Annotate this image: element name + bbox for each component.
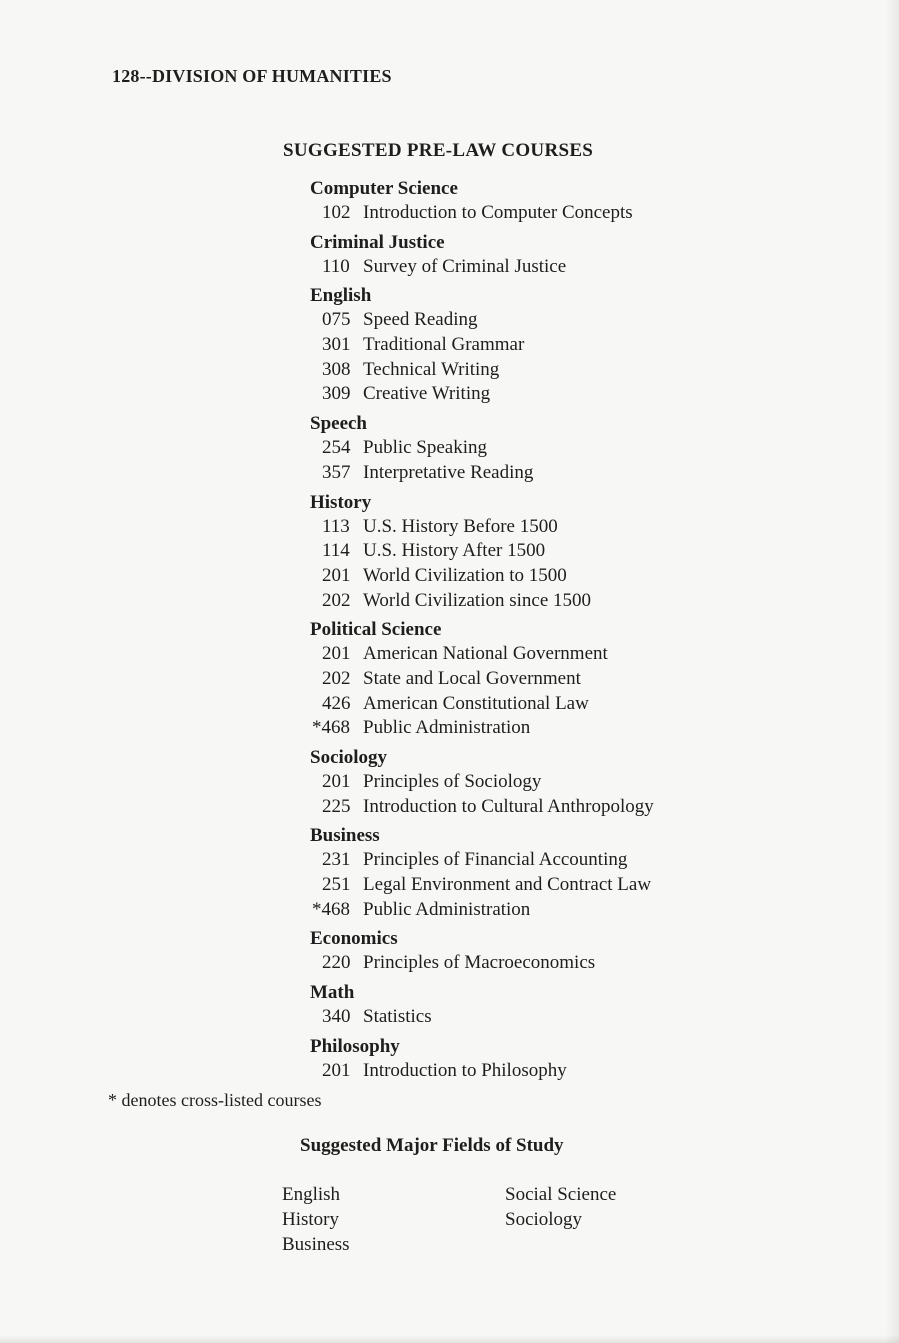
course-title: State and Local Government: [363, 667, 581, 689]
course-row: [310, 255, 654, 280]
course-number: 426: [322, 692, 351, 714]
course-title: Statistics: [363, 1006, 432, 1028]
course-number: 102: [322, 202, 351, 223]
major-field: Sociology: [505, 1209, 583, 1230]
fields-column-left: [282, 1182, 350, 1257]
course-row: [310, 564, 654, 589]
course-title: Public Administration: [363, 717, 531, 739]
major-field: English: [282, 1184, 341, 1205]
subject-heading: Math: [310, 982, 355, 1004]
course-row: [310, 589, 654, 614]
course-row: [310, 873, 654, 898]
course-row: [310, 1005, 654, 1030]
subject-heading: Criminal Justice: [310, 231, 445, 253]
page-edge-shadow: [885, 0, 899, 1343]
subject-heading: Political Science: [310, 619, 442, 641]
course-title: Traditional Grammar: [363, 334, 525, 356]
subject-heading: Business: [310, 825, 380, 847]
course-number: 225: [322, 795, 351, 817]
course-number: 254: [322, 437, 351, 459]
course-number: 201: [322, 771, 351, 792]
course-row: [310, 642, 654, 667]
course-title: Public Speaking: [363, 437, 488, 459]
course-row: [310, 461, 654, 486]
subject-heading: English: [310, 285, 372, 307]
running-head: 128--DIVISION OF HUMANITIES: [112, 66, 392, 86]
course-row: [310, 1059, 654, 1084]
subject-heading: Sociology: [310, 747, 388, 768]
course-number: 202: [322, 589, 351, 611]
course-title: Technical Writing: [363, 358, 500, 380]
course-row: [310, 358, 654, 383]
course-number: 114: [322, 540, 350, 562]
course-title: U.S. History Before 1500: [363, 515, 558, 537]
major-field: Social Science: [505, 1184, 617, 1205]
course-row: [310, 333, 654, 358]
course-row: [310, 848, 654, 873]
course-title: Principles of Financial Accounting: [363, 849, 628, 871]
course-row: [310, 795, 654, 820]
course-number: 340: [322, 1006, 351, 1028]
course-row: [310, 692, 654, 717]
course-title: U.S. History After 1500: [363, 540, 546, 562]
course-title: World Civilization to 1500: [363, 564, 567, 586]
course-row: [310, 515, 654, 540]
subject-heading: Computer Science: [310, 178, 458, 199]
course-number: 202: [322, 667, 351, 689]
course-number: *468: [312, 898, 350, 920]
course-number: 231: [322, 849, 351, 871]
course-row: [310, 308, 654, 333]
page-bottom-shadow: [0, 1335, 899, 1343]
course-row: [310, 201, 654, 226]
course-row: [310, 436, 654, 461]
course-number: 309: [322, 383, 351, 405]
course-row: [310, 539, 654, 564]
course-number: 113: [322, 515, 350, 537]
course-title: Survey of Criminal Justice: [363, 255, 567, 277]
course-title: American Constitutional Law: [363, 692, 589, 714]
course-row: [310, 716, 654, 741]
course-number: 251: [322, 874, 351, 896]
course-number: 075: [322, 309, 351, 331]
subject-heading: Economics: [310, 928, 398, 950]
course-list: [310, 176, 654, 1084]
subject-heading: History: [310, 491, 372, 513]
course-title: Interpretative Reading: [363, 461, 534, 483]
course-title: Legal Environment and Contract Law: [363, 874, 652, 896]
course-title: Introduction to Cultural Anthropology: [363, 795, 654, 817]
course-title: Principles of Macroeconomics: [363, 952, 596, 974]
page-title: SUGGESTED PRE-LAW COURSES: [283, 140, 594, 161]
course-row: [310, 770, 654, 795]
course-number: 220: [322, 952, 351, 974]
course-number: 201: [322, 1059, 351, 1081]
major-field: Business: [282, 1234, 350, 1255]
course-title: Introduction to Philosophy: [363, 1059, 567, 1081]
course-title: Principles of Sociology: [363, 771, 542, 792]
major-field: History: [282, 1209, 339, 1230]
course-title: Creative Writing: [363, 383, 491, 405]
course-title: American National Government: [363, 643, 608, 665]
course-title: Introduction to Computer Concepts: [363, 202, 633, 223]
course-title: World Civilization since 1500: [363, 589, 592, 611]
course-number: 301: [322, 334, 351, 356]
course-number: 308: [322, 358, 351, 380]
course-number: *468: [312, 717, 350, 739]
course-row: [310, 667, 654, 692]
course-number: 201: [322, 643, 351, 665]
course-number: 357: [322, 461, 351, 483]
course-title: Speed Reading: [363, 309, 478, 331]
footnote: * denotes cross-listed courses: [108, 1090, 322, 1110]
fields-column-right: [505, 1182, 616, 1232]
subject-heading: Philosophy: [310, 1035, 400, 1057]
course-row: [310, 951, 654, 976]
course-row: [310, 898, 654, 923]
subject-heading: Speech: [310, 413, 367, 435]
fields-title: Suggested Major Fields of Study: [300, 1135, 564, 1156]
course-row: [310, 382, 654, 407]
course-number: 110: [322, 255, 350, 277]
course-number: 201: [322, 564, 351, 586]
course-title: Public Administration: [363, 898, 531, 920]
